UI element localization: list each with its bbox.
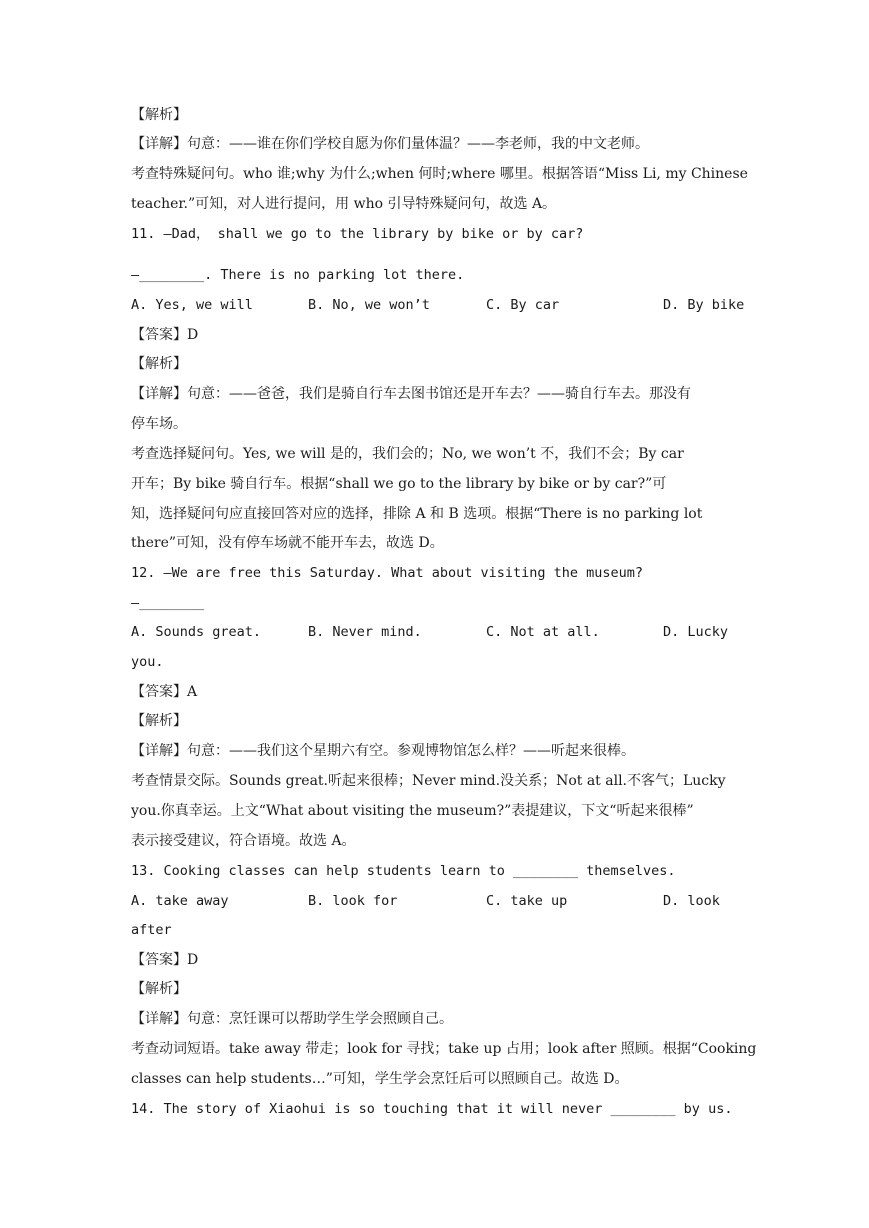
explanation-line: 考查特殊疑问句。who 谁;why 为什么;when 何时;where 哪里。根据答语“Miss Li, my Chinese bbox=[131, 166, 748, 182]
answer-line: 【答案】D bbox=[131, 327, 199, 343]
answer-line: 【答案】D bbox=[131, 952, 199, 968]
detail-translation: 【详解】句意：——我们这个星期六有空。参观博物馆怎么样？——听起来很棒。 bbox=[131, 743, 635, 759]
explanation-line: 考查选择疑问句。Yes, we will 是的，我们会的；No, we won’t 不，我们不会；By car bbox=[131, 446, 684, 462]
explanation-line: there”可知，没有停车场就不能开车去，故选 D。 bbox=[131, 535, 444, 551]
option-b: B. Never mind. bbox=[308, 624, 422, 640]
detail-translation: 【详解】句意：烹饪课可以帮助学生学会照顾自己。 bbox=[131, 1011, 453, 1027]
explanation-line: 开车；By bike 骑自行车。根据“shall we go to the library by bike or by car?”可 bbox=[131, 476, 667, 492]
detail-translation: 停车场。 bbox=[131, 416, 187, 432]
option-b: B. No, we won’t bbox=[308, 297, 430, 313]
question-stem: 14. The story of Xiaohui is so touching that it will never ________ by us. bbox=[131, 1101, 733, 1117]
option-wrap: you. bbox=[131, 654, 164, 670]
option-c: C. take up bbox=[486, 893, 568, 909]
analysis-heading: 【解析】 bbox=[131, 356, 187, 372]
explanation-line: 知，选择疑问句应直接回答对应的选择，排除 A 和 B 选项。根据“There is no parking lot bbox=[131, 506, 703, 522]
option-a: A. take away bbox=[131, 893, 229, 909]
detail-translation: 【详解】句意：——爸爸，我们是骑自行车去图书馆还是开车去？——骑自行车去。那没有 bbox=[131, 386, 691, 402]
analysis-heading: 【解析】 bbox=[131, 981, 187, 997]
explanation-line: 考查情景交际。Sounds great.听起来很棒；Never mind.没关系；Not at all.不客气；Lucky bbox=[131, 773, 726, 789]
option-wrap: after bbox=[131, 922, 172, 938]
option-a: A. Sounds great. bbox=[131, 624, 262, 640]
option-d: D. look bbox=[663, 893, 720, 909]
question-stem: —________ bbox=[131, 595, 205, 611]
option-c: C. Not at all. bbox=[486, 624, 600, 640]
analysis-heading: 【解析】 bbox=[131, 107, 187, 123]
explanation-line: teacher.”可知，对人进行提问，用 who 引导特殊疑问句，故选 A。 bbox=[131, 196, 557, 212]
explanation-line: classes can help students…”可知，学生学会烹饪后可以照顾自己。故选 D。 bbox=[131, 1071, 629, 1087]
answer-line: 【答案】A bbox=[131, 684, 198, 700]
question-stem: 11. —Dad， shall we go to the library by bike or by car? bbox=[131, 226, 584, 242]
option-a: A. Yes, we will bbox=[131, 297, 253, 313]
question-stem: 13. Cooking classes can help students learn to ________ themselves. bbox=[131, 863, 676, 879]
question-stem: —________. There is no parking lot there. bbox=[131, 267, 465, 283]
explanation-line: you.你真幸运。上文“What about visiting the museum?”表提建议，下文“听起来很棒” bbox=[131, 803, 694, 819]
detail-translation: 【详解】句意：——谁在你们学校自愿为你们量体温？——李老师，我的中文老师。 bbox=[131, 136, 649, 152]
option-d: D. Lucky bbox=[663, 624, 729, 640]
option-d: D. By bike bbox=[663, 297, 745, 313]
explanation-line: 表示接受建议，符合语境。故选 A。 bbox=[131, 833, 356, 849]
option-c: C. By car bbox=[486, 297, 560, 313]
question-stem: 12. —We are free this Saturday. What about visiting the museum? bbox=[131, 565, 644, 581]
explanation-line: 考查动词短语。take away 带走；look for 寻找；take up 占用；look after 照顾。根据“Cooking bbox=[131, 1041, 757, 1057]
option-b: B. look for bbox=[308, 893, 398, 909]
analysis-heading: 【解析】 bbox=[131, 713, 187, 729]
